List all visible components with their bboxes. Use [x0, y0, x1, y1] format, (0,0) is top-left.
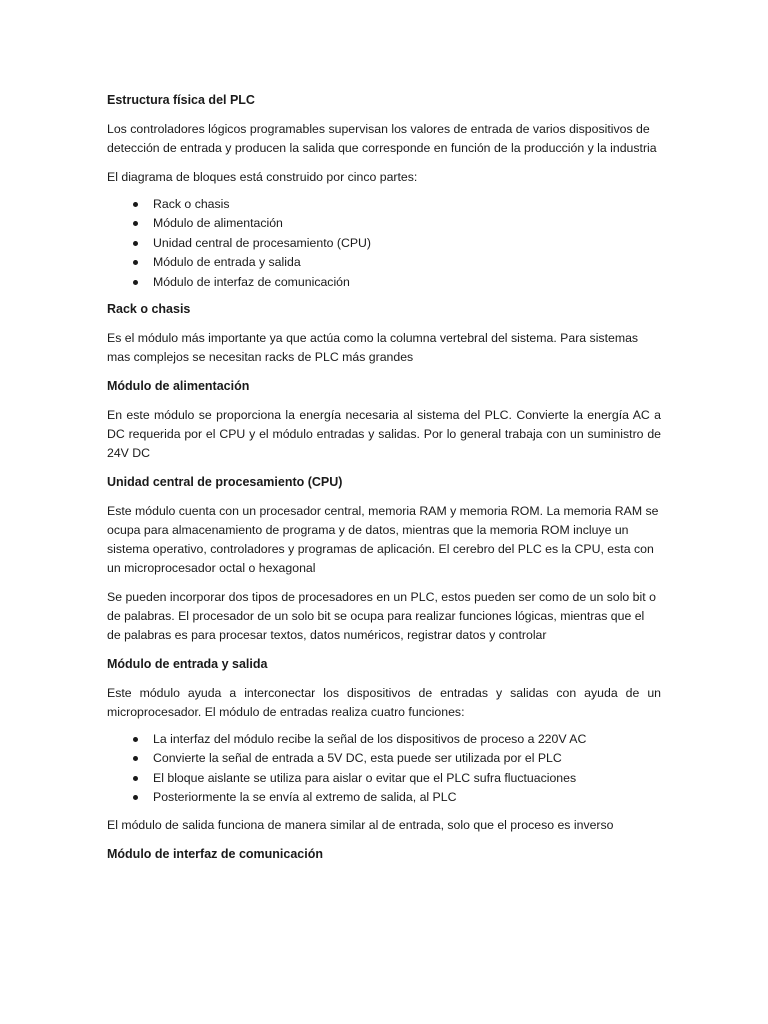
section-text-cpu-1: Este módulo cuenta con un procesador central, memoria RAM y memoria ROM. La memoria RAM se ocupa para almacenamiento de programa y de datos, mientras que la memoria ROM incluye un sistema operativo, controladores y programas de aplicación. El cerebro del PLC es la CPU, esta con un microprocesador octal o hexagonal	[107, 504, 659, 576]
list-item	[107, 234, 661, 253]
list-item-text: Rack o chasis	[153, 197, 230, 211]
section-text-power: En este módulo se proporciona la energía necesaria al sistema del PLC. Convierte la energía AC a DC requerida por el CPU y el módulo entradas y salidas. Por lo general trabaja con un suministro de 24V DC	[107, 408, 661, 461]
section-heading-power: Módulo de alimentación	[107, 379, 250, 394]
bullet-icon	[133, 221, 138, 226]
list-item-text: La interfaz del módulo recibe la señal de los dispositivos de proceso a 220V AC	[153, 732, 587, 747]
bullet-icon	[133, 260, 138, 265]
bullet-icon	[133, 737, 138, 742]
parts-list	[107, 195, 661, 292]
list-item	[107, 214, 661, 233]
document-body	[107, 91, 661, 864]
section-text-cpu-2: Se pueden incorporar dos tipos de procesadores en un PLC, estos pueden ser como de un solo bit o de palabras. El procesador de un solo bit se ocupa para realizar funciones lógicas, mientras que el de palabras es para procesar textos, datos numéricos, registrar datos y controlar	[107, 590, 656, 643]
list-item	[107, 730, 661, 749]
section-heading-rack: Rack o chasis	[107, 302, 191, 317]
bullet-icon	[133, 241, 138, 246]
list-item-text: Unidad central de procesamiento (CPU)	[153, 235, 372, 250]
list-item	[107, 195, 661, 214]
list-item	[107, 253, 661, 272]
list-item-text: El bloque aislante se utiliza para aislar o evitar que el PLC sufra fluctuaciones	[153, 770, 577, 785]
list-item-text: Posteriormente la se envía al extremo de salida, al PLC	[153, 790, 457, 805]
bullet-icon	[133, 795, 138, 800]
document-title: Estructura física del PLC	[107, 93, 255, 107]
list-item-text: Módulo de alimentación	[153, 216, 283, 231]
bullet-icon	[133, 280, 138, 285]
bullet-icon	[133, 756, 138, 761]
list-item-text: Módulo de interfaz de comunicación	[153, 274, 350, 289]
section-heading-io: Módulo de entrada y salida	[107, 657, 268, 672]
section-heading-cpu: Unidad central de procesamiento (CPU)	[107, 475, 343, 490]
section-text-io-output: El módulo de salida funciona de manera similar al de entrada, solo que el proceso es inverso	[107, 817, 614, 832]
parts-intro: El diagrama de bloques está construido por cinco partes:	[107, 170, 418, 184]
bullet-icon	[133, 202, 138, 207]
list-item-text: Módulo de entrada y salida	[153, 255, 301, 270]
list-item	[107, 273, 661, 292]
list-item	[107, 749, 661, 768]
io-functions-list	[107, 730, 661, 808]
list-item-text: Convierte la señal de entrada a 5V DC, esta puede ser utilizada por el PLC	[153, 751, 562, 766]
intro-paragraph: Los controladores lógicos programables supervisan los valores de entrada de varios dispositivos de detección de entrada y producen la salida que corresponde en función de la producción y la industria	[107, 122, 657, 155]
section-text-io: Este módulo ayuda a interconectar los dispositivos de entradas y salidas con ayuda de un microprocesador. El módulo de entradas realiza cuatro funciones:	[107, 686, 661, 720]
section-heading-comm: Módulo de interfaz de comunicación	[107, 846, 323, 861]
list-item	[107, 769, 661, 788]
section-text-rack: Es el módulo más importante ya que actúa como la columna vertebral del sistema. Para sistemas mas complejos se necesitan racks de PLC más grandes	[107, 331, 639, 365]
list-item	[107, 788, 661, 807]
bullet-icon	[133, 776, 138, 781]
